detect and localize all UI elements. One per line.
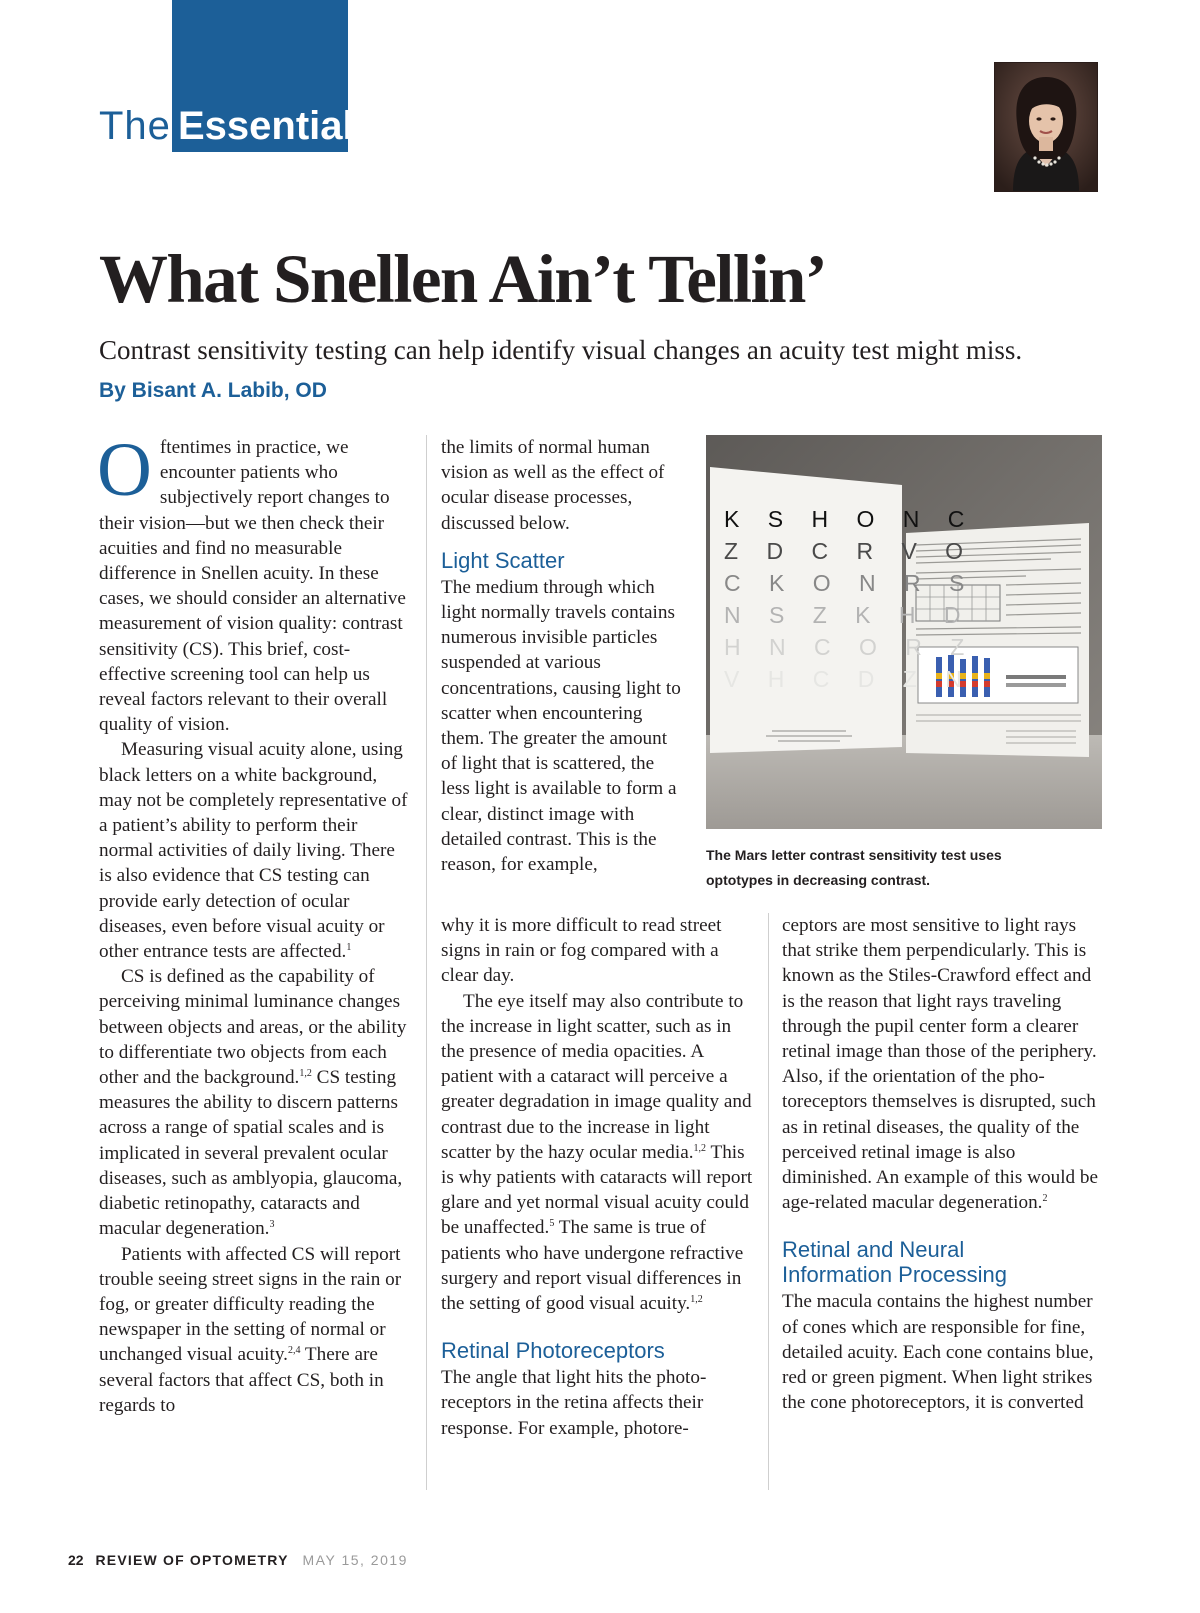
figure-photo bbox=[706, 435, 1102, 829]
page-footer bbox=[68, 1552, 408, 1568]
figure-caption bbox=[706, 843, 1086, 893]
chart-row-6: V H C D Z N bbox=[724, 666, 973, 692]
section-tag-light: The bbox=[99, 104, 171, 148]
article-deck: Contrast sensitivity testing can help identify visual changes an acuity test might miss. bbox=[99, 335, 1023, 365]
author-photo bbox=[995, 63, 1097, 191]
issue-date: MAY 15, 2019 bbox=[302, 1552, 408, 1568]
chart-row-5: H N C O R Z bbox=[724, 634, 976, 660]
chart-row-2: Z D C R V O bbox=[724, 538, 975, 564]
page-number: 22 bbox=[68, 1552, 84, 1568]
body-column-2-top: the limits of normal human vision as well as the effect of ocular disease processes, discussed below. Light Scatter The medium through which light normally travels contains numerous invisible particles suspended at various concentrations, causing light to scatter when encountering them. The greater the amount of light that is scattered, the less light is available to form a clear, distinct image with detailed contrast. This is the reason, for example, bbox=[441, 437, 681, 876]
figure-caption-line-2: optotypes in decreasing contrast. bbox=[706, 872, 931, 888]
article-title: What Snellen Ain’t Tellin’ bbox=[99, 241, 827, 317]
mars-chart-photo-graphic bbox=[706, 435, 1102, 829]
column-rule-1 bbox=[426, 435, 427, 1490]
article-byline: By Bisant A. Labib, OD bbox=[99, 379, 327, 402]
body-column-1: Oftentimes in practice, we encounter patients who subjectively report changes to their vision—but we then check their acuities and find no measurable difference in Snellen acuity. In these cases, we should consider an alternative measurement of vision quality: contrast sensitivity (CS). This brief, cost-effective screening tool can help us reveal factors relevant to their overall quality of vision. Measuring visual acuity alone, using black letters on a white background, may not be completely representative of a patient’s ability to perform their normal activities of daily living. There is also evidence that CS testing can provide early detection of ocular diseases, even before visual acuity or other entrance tests are affected.$^1$ CS is defined as the capability of perceiving minimal luminance changes between objects and areas, or the ability to differentiate two objects from each other and the background.$^{1,2}$ CS testing measures the ability to discern patterns across a range of spatial scales and is implicated in several prevalent ocular diseases, such as amblyopia, glaucoma, diabetic retinopathy, cataracts and macular degeneration.$^3$ Patients with affected CS will report trouble seeing street signs in the rain or fog, or greater difficulty reading the newspaper in the setting of normal or unchanged visual acuity.$^{2,4}$ There are several factors that affect CS, both in regards to bbox=[97, 428, 408, 1416]
subhead-retinal-neural: Retinal and Neural Information Processing bbox=[782, 1237, 1007, 1288]
chart-row-3: C K O N R S bbox=[724, 570, 976, 596]
column-rule-2 bbox=[768, 913, 769, 1490]
figure-caption-line-1: The Mars letter contrast sensitivity test uses bbox=[706, 847, 1002, 863]
subhead-retinal-photoreceptors: Retinal Photoreceptors bbox=[441, 1338, 665, 1364]
author-portrait-graphic bbox=[995, 63, 1097, 191]
publication-name: REVIEW OF OPTOMETRY bbox=[95, 1552, 289, 1568]
section-tag-bold: Essentials bbox=[178, 104, 376, 148]
body-column-3: ceptors are most sensitive to light rays that strike them perpendicularly. This is known as the Stiles-Crawford effect and is the reason that light rays traveling through the pupil center form a clearer retinal image than those of the periphery. Also, if the orientation of the photoreceptors themselves is disrupted, such as in retinal diseases, the quality of the perceived retinal image is also diminished. An example of this would be age-related macular degeneration.$^2$ Retinal and Neural Information Processing The macula contains the highest number of cones which are responsible for fine, detailed acuity. Each cone contains blue, red or green pigment. When light strikes the cone photoreceptors, it is converted bbox=[782, 915, 1099, 1414]
body-column-2-bottom: why it is more difficult to read street signs in rain or fog compared with a clear day. The eye itself may also contribute to the increase in light scatter, such as in the presence of media opacities. A patient with a cataract will perceive a greater degradation in image quality and contrast due to the increase in light scatter by the hazy ocular media.$^{1,2}$ This is why patients with cataracts will report glare and yet normal visual acuity could be unaffected.$^5$ The same is true of patients who have undergone refractive surgery and report visual differences in the setting of good visual acuity.$^{1,2}$ Retinal Photoreceptors The angle that light hits the photoreceptors in the retina affects their response. For example, photore- bbox=[441, 913, 759, 1441]
drop-cap: O bbox=[97, 428, 152, 512]
subhead-light-scatter: Light Scatter bbox=[441, 547, 565, 573]
chart-row-4: N S Z K H D bbox=[724, 602, 972, 628]
chart-row-1: K S H O N C bbox=[724, 506, 976, 532]
